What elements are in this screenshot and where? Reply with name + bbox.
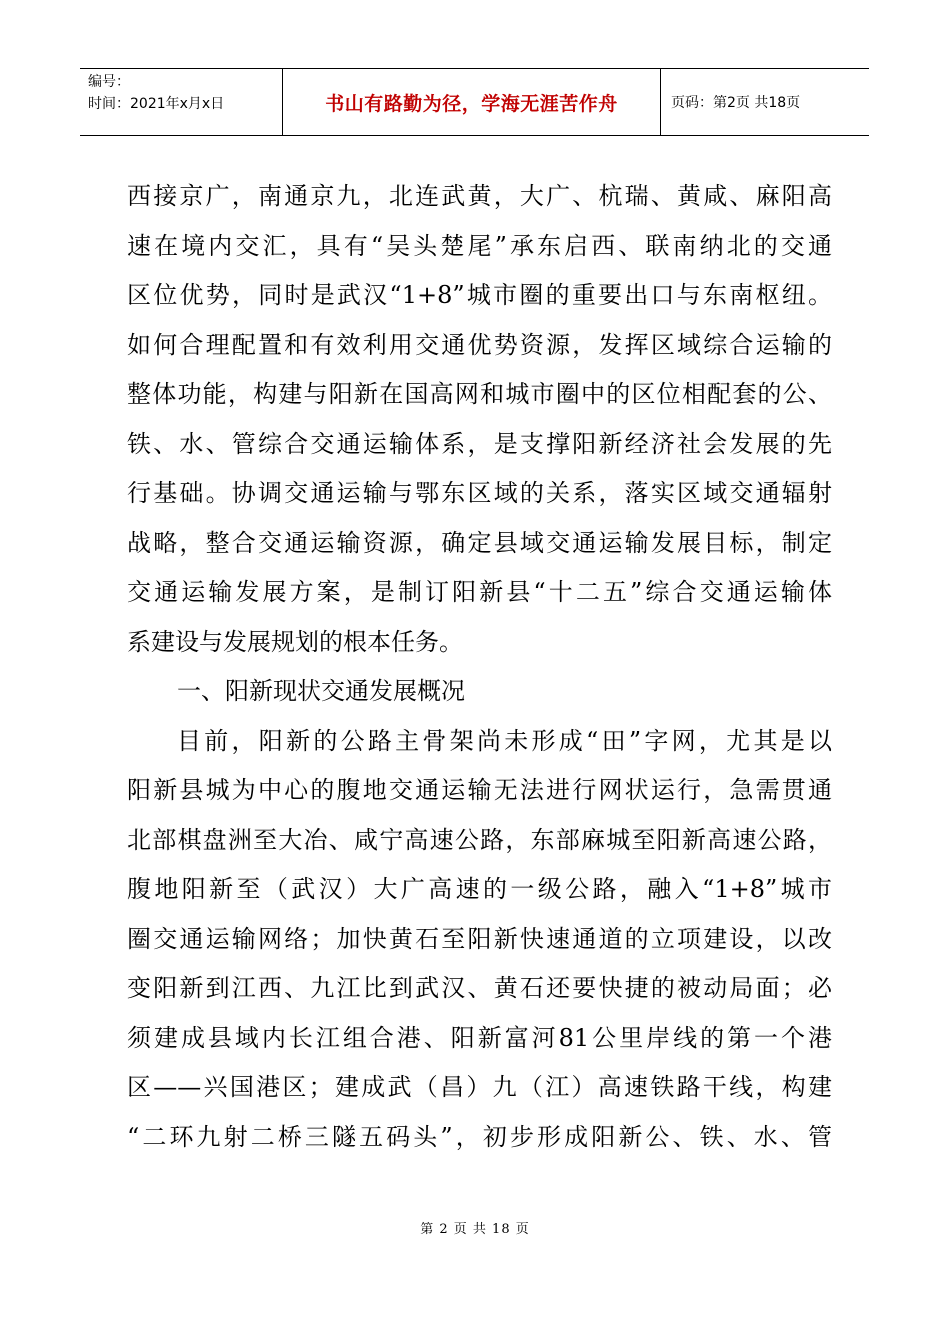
text-line: 行基础。协调交通运输与鄂东区域的关系，落实区域交通辐射 [127,479,832,507]
text-line: 北部棋盘洲至大冶、咸宁高速公路，东部麻城至阳新高速公路， [127,825,832,854]
header-motto: 书山有路勤为径，学海无涯苦作舟 [283,69,661,135]
page-footer: 第 2 页 共 18 页 [420,1222,530,1237]
text-line: 腹地阳新至（武汉）大广高速的一级公路，融入“1+8”城市 [127,875,832,903]
text-line: 变阳新到江西、九江比到武汉、黄石还要快捷的被动局面；必 [127,974,832,1002]
text-line: 速在境内交汇，具有“吴头楚尾”承东启西、联南纳北的交通 [127,231,832,260]
text-line: 整体功能，构建与阳新在国高网和城市圈中的区位相配套的公、 [127,380,832,408]
text-line: 交通运输发展方案，是制订阳新县“十二五”综合交通运输体 [127,578,832,606]
time-label: 时间：2021年x月x日 [88,96,225,112]
text-line: 铁、水、管综合交通运输体系，是支撑阳新经济社会发展的先 [127,429,832,458]
text-line: 阳新县城为中心的腹地交通运输无法进行网状运行，急需贯通 [127,776,832,804]
text-line: 西接京广，南通京九，北连武黄，大广、杭瑞、黄咸、麻阳高 [127,182,832,210]
page-header [80,68,869,136]
text-line: 圈交通运输网络；加快黄石至阳新快速通道的立项建设，以改 [127,924,832,953]
header-page-info: 页码：第2页 共18页 [671,95,801,111]
text-line: 须建成县域内长江组合港、阳新富河81公里岸线的第一个港 [127,1023,832,1052]
document-body [127,172,832,1162]
text-line: 区位优势，同时是武汉“1+8”城市圈的重要出口与东南枢纽。 [127,281,832,309]
text-line: 系建设与发展规划的根本任务。 [127,627,463,656]
number-label: 编号： [88,74,130,90]
text-line: “二环九射二桥三隧五码头”，初步形成阳新公、铁、水、管 [127,1122,832,1151]
text-line: 目前，阳新的公路主骨架尚未形成“田”字网，尤其是以 [177,726,832,755]
text-line: 战略，整合交通运输资源，确定县域交通运输发展目标，制定 [127,528,832,557]
text-line: 区——兴国港区；建成武（昌）九（江）高速铁路干线，构建 [127,1073,832,1101]
header-meta [80,69,283,135]
text-line: 如何合理配置和有效利用交通优势资源，发挥区域综合运输的 [127,330,832,359]
section-heading: 一、阳新现状交通发展概况 [177,677,465,705]
